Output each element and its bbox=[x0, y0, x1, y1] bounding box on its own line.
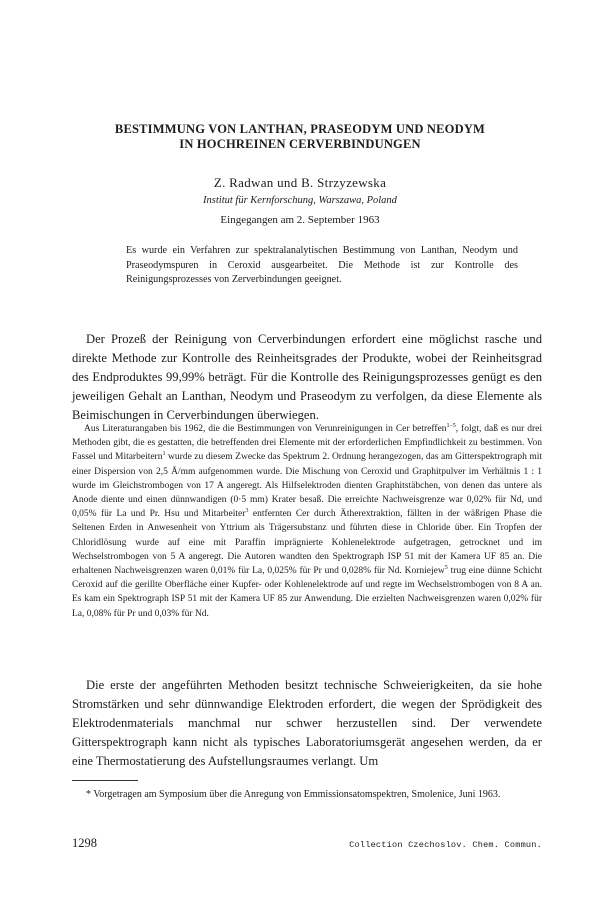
citation-ref-4: 5 bbox=[444, 564, 448, 571]
body-paragraph-1: Der Prozeß der Reinigung von Cerverbindungen erfordert eine möglichst rasche und direkte Methode zur Kontrolle des Reinheitsgrades der Produkte, wobei der Reinheitsgrad des Endproduktes 99,99% beträgt. Für die Kontrolle des Reinigungsprozesses genügt es den jeweiligen Gehalt an Lanthan, Neodym und Praseodym zu verfolgen, da diese Elemente als Beimischungen in Cerverbindungen überwiegen. bbox=[72, 332, 542, 422]
page-number: 1298 bbox=[72, 836, 97, 850]
citation-ref-1: 1–5 bbox=[446, 422, 456, 429]
lit-text-2: , folgt, daß es nur drei Methoden gibt, die es gestatten, die betreffenden drei Elemente mit der erforderlichen Empfindlichkeit zu bestimmen. Von Fassel und Mitarbeitern bbox=[72, 424, 542, 463]
lit-text-3: wurde zu diesem Zwecke das Spektrum 2. Ordnung herangezogen, das am Gitterspektrograph mit einer Dispersion von 2,5 Å/mm aufgenommen wurde. Die Mischung von Ceroxid und Graphitpulver im Verhältnis 1 : 1 wurde im Gleichstrombogen von 17 A angeregt. Als Hilfselektroden dienten Graphitstäbchen, von denen das untere als Anode diente und einen dünnwandigen (0·5 mm) Krater besaß. Die erreichte Nachweisgrenze war 0,02% für Nd, und 0,05% für La und Pr. Hsu und Mitarbeiter bbox=[72, 452, 543, 520]
citation-ref-3: 3 bbox=[245, 508, 249, 515]
citation-ref-2: 1 bbox=[162, 451, 166, 458]
lit-text-4: entfernten Cer durch Ätherextraktion, fällten in der wäßrigen Phase die Seltenen Erden in Anwesenheit von Yttrium als Trägersubstanz und führten diese in Chloride über. Ein Tropfen der Chloridlösung wurde auf eine mit Paraffin imprägnierte Kohlenelektrode aufgetragen, getrocknet und im Wechselstrombogen von 5 A angeregt. Die Autoren wandten den Spektrograph ISP 51 mit der Kamera UF 85 an. Die erhaltenen Nachweisgrenzen waren 0,01% für La, 0,025% für Pr und 0,028% für Nd. Korniejew bbox=[72, 509, 542, 577]
lit-text-5: trug eine dünne Schicht Ceroxid auf die gerillte Oberfläche einer Kupfer- oder Kohlenelektrode auf und regte im Wechselstrombogen von 8 A an. Es kam ein Spektrograph ISP 51 mit der Kamera UF 85 zur Anwendung. Die erzielten Nachweisgrenzen waren 0,02% für La, 0,08% für Pr und 0,03% für Nd. bbox=[72, 566, 542, 619]
body-paragraph-2: Die erste der angeführten Methoden besitzt technische Schweierigkeiten, da sie hohe Stromstärken und sehr dünnwandige Elektroden erfordert, die wegen der Sprödigkeit des Elektrodenmaterials manchmal nur schwer herzustellen sind. Der verwendete Gitterspektrograph kann nicht als typisches Laboratoriumsgerät angesehen werden, da er eine Thermostatierung des Aufstellungsraumes verlangt. Um bbox=[72, 678, 542, 768]
title-line-2: IN HOCHREINEN CERVERBINDUNGEN bbox=[179, 137, 421, 151]
footnote-divider bbox=[72, 780, 138, 781]
title-line-1: BESTIMMUNG VON LANTHAN, PRASEODYM UND NEODYM bbox=[114, 122, 486, 136]
institute-affiliation: Institut für Kernforschung, Warszawa, Poland bbox=[203, 195, 397, 206]
footnote: * Vorgetragen am Symposium über die Anregung von Emmissionsatomspektren, Smolenice, Juni 1963. bbox=[86, 789, 501, 800]
received-date: Eingegangen am 2. September 1963 bbox=[220, 214, 380, 226]
authors: Z. Radwan und B. Strzyzewska bbox=[213, 175, 387, 190]
lit-text-1: Aus Literaturangaben bis 1962, die die Bestimmungen von Verunreinigungen in Cer betreffen bbox=[84, 424, 447, 434]
literature-review-paragraph bbox=[72, 422, 542, 621]
journal-name: Collection Czechoslov. Chem. Commun. bbox=[349, 840, 542, 850]
abstract: Es wurde ein Verfahren zur spektralanalytischen Bestimmung von Lanthan, Neodym und Praseodymspuren in Ceroxid ausgearbeitet. Die Methode ist zur Kontrolle des Reinigungsprozesses von Zerverbindungen geeignet. bbox=[126, 245, 518, 285]
